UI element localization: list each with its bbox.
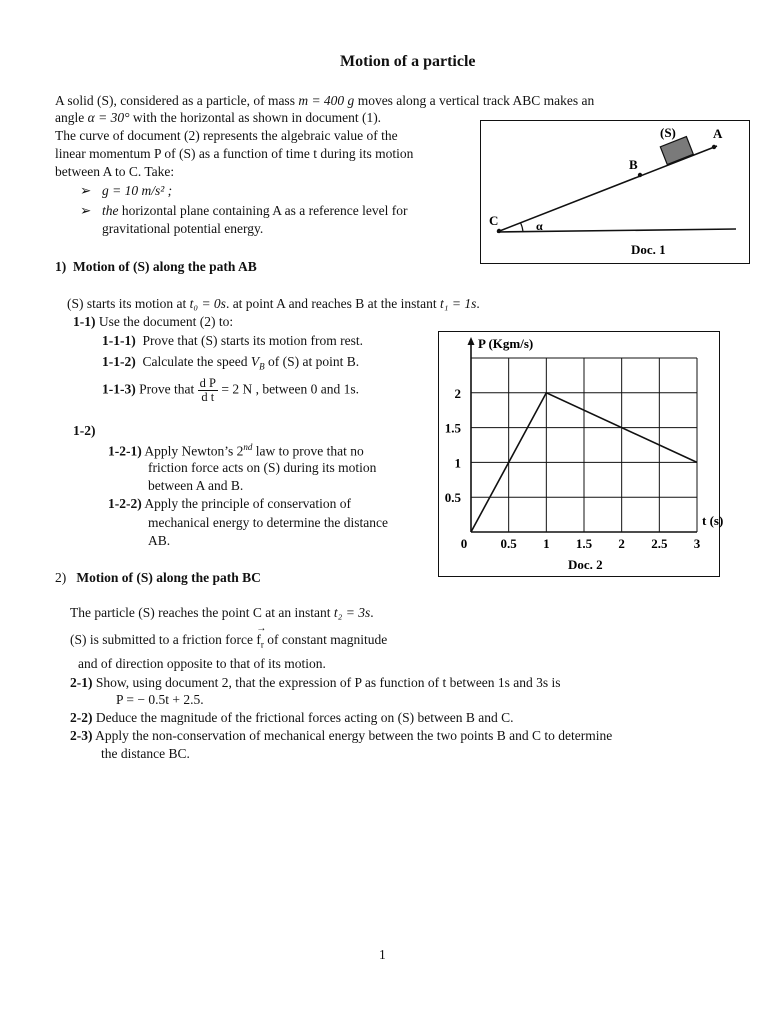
y-tick-label: 1.5: [444, 420, 461, 436]
part1-title: Motion of (S) along the path AB: [73, 259, 257, 274]
part2-text: .: [370, 605, 374, 620]
q1-2-1-line2: friction force acts on (S) during its motion: [148, 460, 377, 475]
q2-1-expression: P = − 0.5t + 2.5.: [116, 692, 204, 707]
q1-1-2-text: of (S) at point B.: [264, 354, 360, 369]
q1-2-2-text: Apply the principle of conservation of: [141, 496, 351, 511]
q1-1-text: Use the document (2) to:: [95, 314, 234, 329]
chart-grid: [471, 358, 697, 532]
q1-1-1: [102, 333, 363, 349]
angle-value: α = 30°: [87, 110, 130, 125]
incline-track: [497, 146, 717, 232]
q1-1-3-number: 1-1-3): [102, 381, 136, 397]
q1-2-1-line3: between A and B.: [148, 478, 244, 493]
doc1-figure: [480, 120, 750, 264]
label-a: A: [713, 126, 723, 141]
label-s: (S): [660, 125, 676, 140]
part1-number: 1): [55, 259, 67, 274]
intro-line-3: The curve of document (2) represents the algebraic value of the: [55, 128, 398, 143]
bullet-marker: ➢: [80, 203, 92, 218]
q2-3: [70, 728, 612, 744]
x-tick-label: 2.5: [651, 536, 668, 551]
q1-1: [73, 314, 233, 330]
intro-line-5: between A to C. Take:: [55, 164, 175, 179]
x-tick-label: 3: [693, 536, 701, 551]
part2-text: (S) is submitted to a friction force: [70, 632, 257, 647]
force-subscript: r: [260, 639, 264, 650]
intro-text: the: [102, 203, 119, 218]
q1-1-1-number: 1-1-1): [102, 333, 136, 348]
momentum-chart: [439, 332, 724, 576]
part2-p1: [70, 605, 374, 621]
part2-text: of constant magnitude: [263, 632, 388, 647]
solid-block: [660, 137, 693, 165]
page-title: Motion of a particle: [340, 53, 476, 70]
dp-dt-fraction: [198, 377, 218, 404]
part2-heading: [55, 570, 261, 586]
q1-2-2-number: 1-2-2): [108, 496, 142, 511]
q1-1-2-text: Calculate the speed: [142, 354, 251, 369]
part1-intro: [67, 296, 480, 312]
fraction-denominator: d t: [201, 390, 215, 404]
q1-1-1-text: Prove that (S) starts its motion from rest.: [142, 333, 363, 348]
intro-text: A solid (S), considered as a particle, of mass: [55, 93, 299, 108]
q1-2-2: [108, 496, 351, 512]
q1-1-3: [102, 377, 359, 404]
speed-symbol: V: [250, 354, 260, 369]
superscript: nd: [243, 442, 253, 452]
doc2-figure: [438, 331, 724, 577]
bullet-reference: [102, 203, 408, 219]
q1-2-1-number: 1-2-1): [108, 443, 142, 459]
bullet-marker: ➢: [80, 183, 92, 198]
x-tick-labels: [461, 536, 701, 551]
q2-1-number: 2-1): [70, 675, 93, 690]
x-tick-label: 1: [543, 536, 550, 551]
vector-arrow-icon: →: [256, 623, 267, 634]
mass-value: m = 400 g: [298, 93, 355, 108]
q2-1-text: Show, using document 2, that the expression of P as function of t between 1s and 3s is: [92, 675, 561, 690]
q1-2-2-line2: mechanical energy to determine the distance: [148, 515, 389, 530]
x-tick-label: 0.5: [500, 536, 517, 551]
x-tick-label: 2: [618, 536, 625, 551]
y-axis-arrow: [468, 337, 475, 345]
q2-3-line2: the distance BC.: [101, 746, 190, 761]
bullet-reference-cont: gravitational potential energy.: [102, 221, 264, 236]
part1-heading: [55, 259, 257, 275]
intro-line-4: linear momentum P of (S) as a function of time t during its motion: [55, 146, 414, 161]
intro-text: angle: [55, 110, 88, 125]
part2-p2: [70, 623, 388, 650]
angle-arc: [521, 223, 524, 232]
doc1-caption: Doc. 1: [631, 242, 666, 257]
y-tick-label: 0.5: [444, 490, 461, 506]
part2-number: 2): [55, 570, 67, 585]
intro-text: horizontal plane containing A as a reference level for: [118, 203, 408, 218]
label-b: B: [629, 157, 638, 172]
q2-3-number: 2-3): [70, 728, 93, 743]
q2-2-number: 2-2): [70, 710, 93, 725]
q1-1-number: 1-1): [73, 314, 96, 329]
track-diagram: [481, 121, 749, 263]
q1-2: [73, 423, 96, 439]
part1-text: (S) starts its motion at: [67, 296, 190, 311]
gravity-value: g = 10 m/s² ;: [102, 183, 173, 198]
y-tick-label: 2: [454, 385, 461, 401]
speed-subscript: B: [259, 361, 265, 372]
q2-2-text: Deduce the magnitude of the frictional forces acting on (S) between B and C.: [92, 710, 514, 725]
part1-text: . at point A and reaches B at the instant: [225, 296, 441, 311]
friction-vector: [256, 623, 267, 650]
x-tick-label: 1.5: [575, 536, 593, 551]
label-c: C: [489, 213, 499, 228]
q1-2-1: [108, 442, 364, 460]
part1-text: .: [476, 296, 480, 311]
page-number: 1: [379, 947, 386, 962]
q2-2: [70, 710, 514, 726]
force-symbol: f: [256, 632, 261, 647]
point-a-dot: [712, 145, 716, 149]
part2-p3: and of direction opposite to that of its motion.: [78, 656, 326, 671]
x-tick-label: 0: [460, 536, 468, 551]
horizontal-line: [497, 229, 736, 232]
label-alpha: α: [536, 219, 543, 233]
fraction-numerator: d P: [199, 376, 216, 390]
part2-title: Motion of (S) along the path BC: [76, 570, 261, 585]
point-b-dot: [638, 173, 642, 177]
point-c-dot: [497, 229, 501, 233]
t2-value: t₂ = 3s: [333, 605, 371, 620]
q1-1-2-number: 1-1-2): [102, 354, 136, 369]
intro-text: with the horizontal as shown in document (1).: [129, 110, 382, 125]
intro-line-2: [55, 110, 381, 126]
y-tick-labels: [445, 386, 462, 505]
q2-1: [70, 675, 561, 691]
intro-text: moves along a vertical track ABC makes an: [354, 93, 595, 108]
part2-text: The particle (S) reaches the point C at an instant: [70, 605, 334, 620]
t0-value: t₀ = 0s: [189, 296, 226, 311]
q1-1-3-text: Prove that: [135, 381, 198, 397]
y-tick-label: 1: [454, 455, 461, 471]
q1-1-2: [102, 354, 359, 372]
q1-2-number: 1-2): [73, 423, 96, 438]
q1-2-1-text: law to prove that no: [252, 443, 364, 459]
q1-2-1-text: Apply Newton’s 2: [141, 443, 244, 459]
q1-2-2-line3: AB.: [148, 533, 171, 548]
q2-3-text: Apply the non-conservation of mechanical energy between the two points B and C to determine: [92, 728, 613, 743]
bullet-gravity: [102, 183, 172, 199]
t1-value: t₁ = 1s: [440, 296, 477, 311]
doc2-caption: Doc. 2: [568, 557, 603, 572]
q1-1-3-text: = 2 N , between 0 and 1s.: [217, 381, 360, 397]
intro-line-1: [55, 93, 594, 109]
y-axis-label: P (Kgm/s): [478, 336, 534, 351]
x-axis-label: t (s): [702, 513, 724, 528]
